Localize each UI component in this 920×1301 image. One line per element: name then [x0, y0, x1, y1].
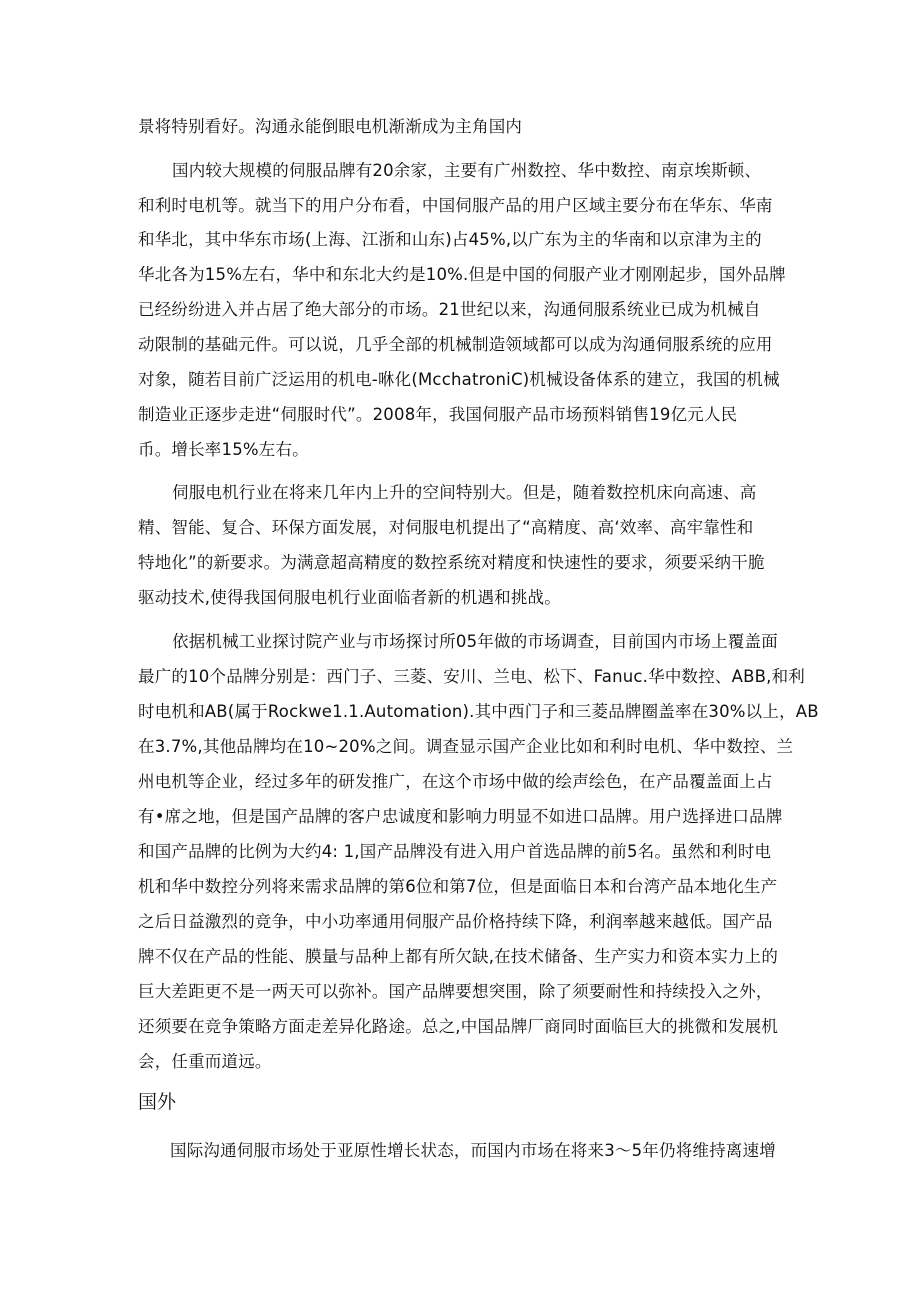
paragraph-line: 华北各为15%左右，华中和东北大约是10%.但是中国的伺服产业才刚刚起步，国外品牌 — [138, 265, 786, 284]
paragraph-line: 和国产品牌的比例为大约4: 1,国产品牌没有进入用户首选品牌的前5名。虽然和利时电 — [138, 842, 772, 861]
paragraph-line: 和利时电机等。就当下的用户分布看，中国伺服产品的用户区域主要分布在华东、华南 — [138, 196, 773, 215]
paragraph-line: 和华北，其中华东市场(上海、江浙和山东)占45%,以广东为主的华南和以京津为主的 — [138, 230, 762, 249]
paragraph-line: 会，任重而道远。 — [138, 1052, 272, 1071]
paragraph-line: 州电机等企业，经过多年的研发推广，在这个市场中做的绘声绘色，在产品覆盖面上占 — [138, 772, 773, 791]
paragraph-line: 机和华中数控分列将来需求品牌的第6位和第7位，但是面临日本和台湾产品本地化生产 — [138, 877, 778, 896]
paragraph-line: 国内较大规模的伺服品牌有20余家，主要有广州数控、华中数控、南京埃斯顿、 — [172, 161, 762, 180]
paragraph-line: 时电机和AB(属于Rockwe1.1.Automation).其中西门子和三菱品牌圈盖率在30%以上，AB — [138, 702, 819, 721]
paragraph-line: 动限制的基础元件。可以说，几乎全部的机械制造领域都可以成为沟通伺服系统的应用 — [138, 335, 773, 354]
paragraph-line: 对象，随若目前广泛运用的机电-咻化(McchatroniC)机械设备体系的建立，我国的机械 — [138, 370, 780, 389]
paragraph-line: 还须要在竞争策略方面走差异化路途。总之,中国品牌厂商同时面临巨大的挑微和发展机 — [138, 1017, 779, 1036]
paragraph-line: 有•席之地，但是国产品牌的客户忠诚度和影响力明显不如进口品牌。用户选择进口品牌 — [138, 807, 783, 826]
paragraph-line: 依据机械工业探讨院产业与市场探讨所05年做的市场调查，目前国内市场上覆盖面 — [172, 632, 778, 651]
paragraph-line: 已经纷纷进入并占居了绝大部分的市场。21世纪以来，沟通伺服系统业已成为机械自 — [138, 300, 761, 319]
final-line: 国际沟通伺服市场处于亚原性增长状态，而国内市场在将来3〜5年仍将维持离速增 — [170, 1141, 776, 1160]
intro-line: 景将特别看好。沟通永能倒眼电机渐渐成为主角国内 — [138, 117, 523, 136]
paragraph-line: 牌不仅在产品的性能、膜量与品种上都有所欠缺,在技术储备、生产实力和资本实力上的 — [138, 947, 779, 966]
paragraph-line: 驱动技术,使得我国伺服电机行业面临者新的机遇和挑战。 — [138, 588, 561, 607]
section-heading: 国外 — [138, 1091, 177, 1113]
paragraph-line: 币。增长率15%左右。 — [138, 440, 309, 459]
paragraph-line: 在3.7%,其他品牌均在10~20%之间。调查显示国产企业比如和利时电机、华中数控、兰 — [138, 737, 794, 756]
paragraph-line: 巨大差距更不是一两天可以弥补。国产品牌要想突围，除了须要耐性和持续投入之外， — [138, 982, 773, 1001]
paragraph-line: 最广的10个品牌分别是：西门子、三菱、安川、兰电、松下、Fanuc.华中数控、ABB,和利 — [138, 667, 805, 686]
paragraph-line: 精、智能、复合、环保方面发展，对伺服电机提出了“高精度、高‘效率、高牢靠性和 — [138, 518, 754, 537]
paragraph-line: 特地化”的新要求。为满意超高精度的数控系统对精度和快速性的要求，须要采纳干脆 — [138, 553, 765, 572]
paragraph-line: 制造业正逐步走进“伺服时代”。2008年，我国伺服产品市场预料销售19亿元人民 — [138, 405, 738, 424]
paragraph-line: 之后日益激烈的竞争，中小功率通用伺服产品价格持续下降，利润率越来越低。国产品 — [138, 912, 773, 931]
paragraph-line: 伺服电机行业在将来几年内上升的空间特别大。但是，随着数控机床向高速、高 — [172, 483, 757, 502]
